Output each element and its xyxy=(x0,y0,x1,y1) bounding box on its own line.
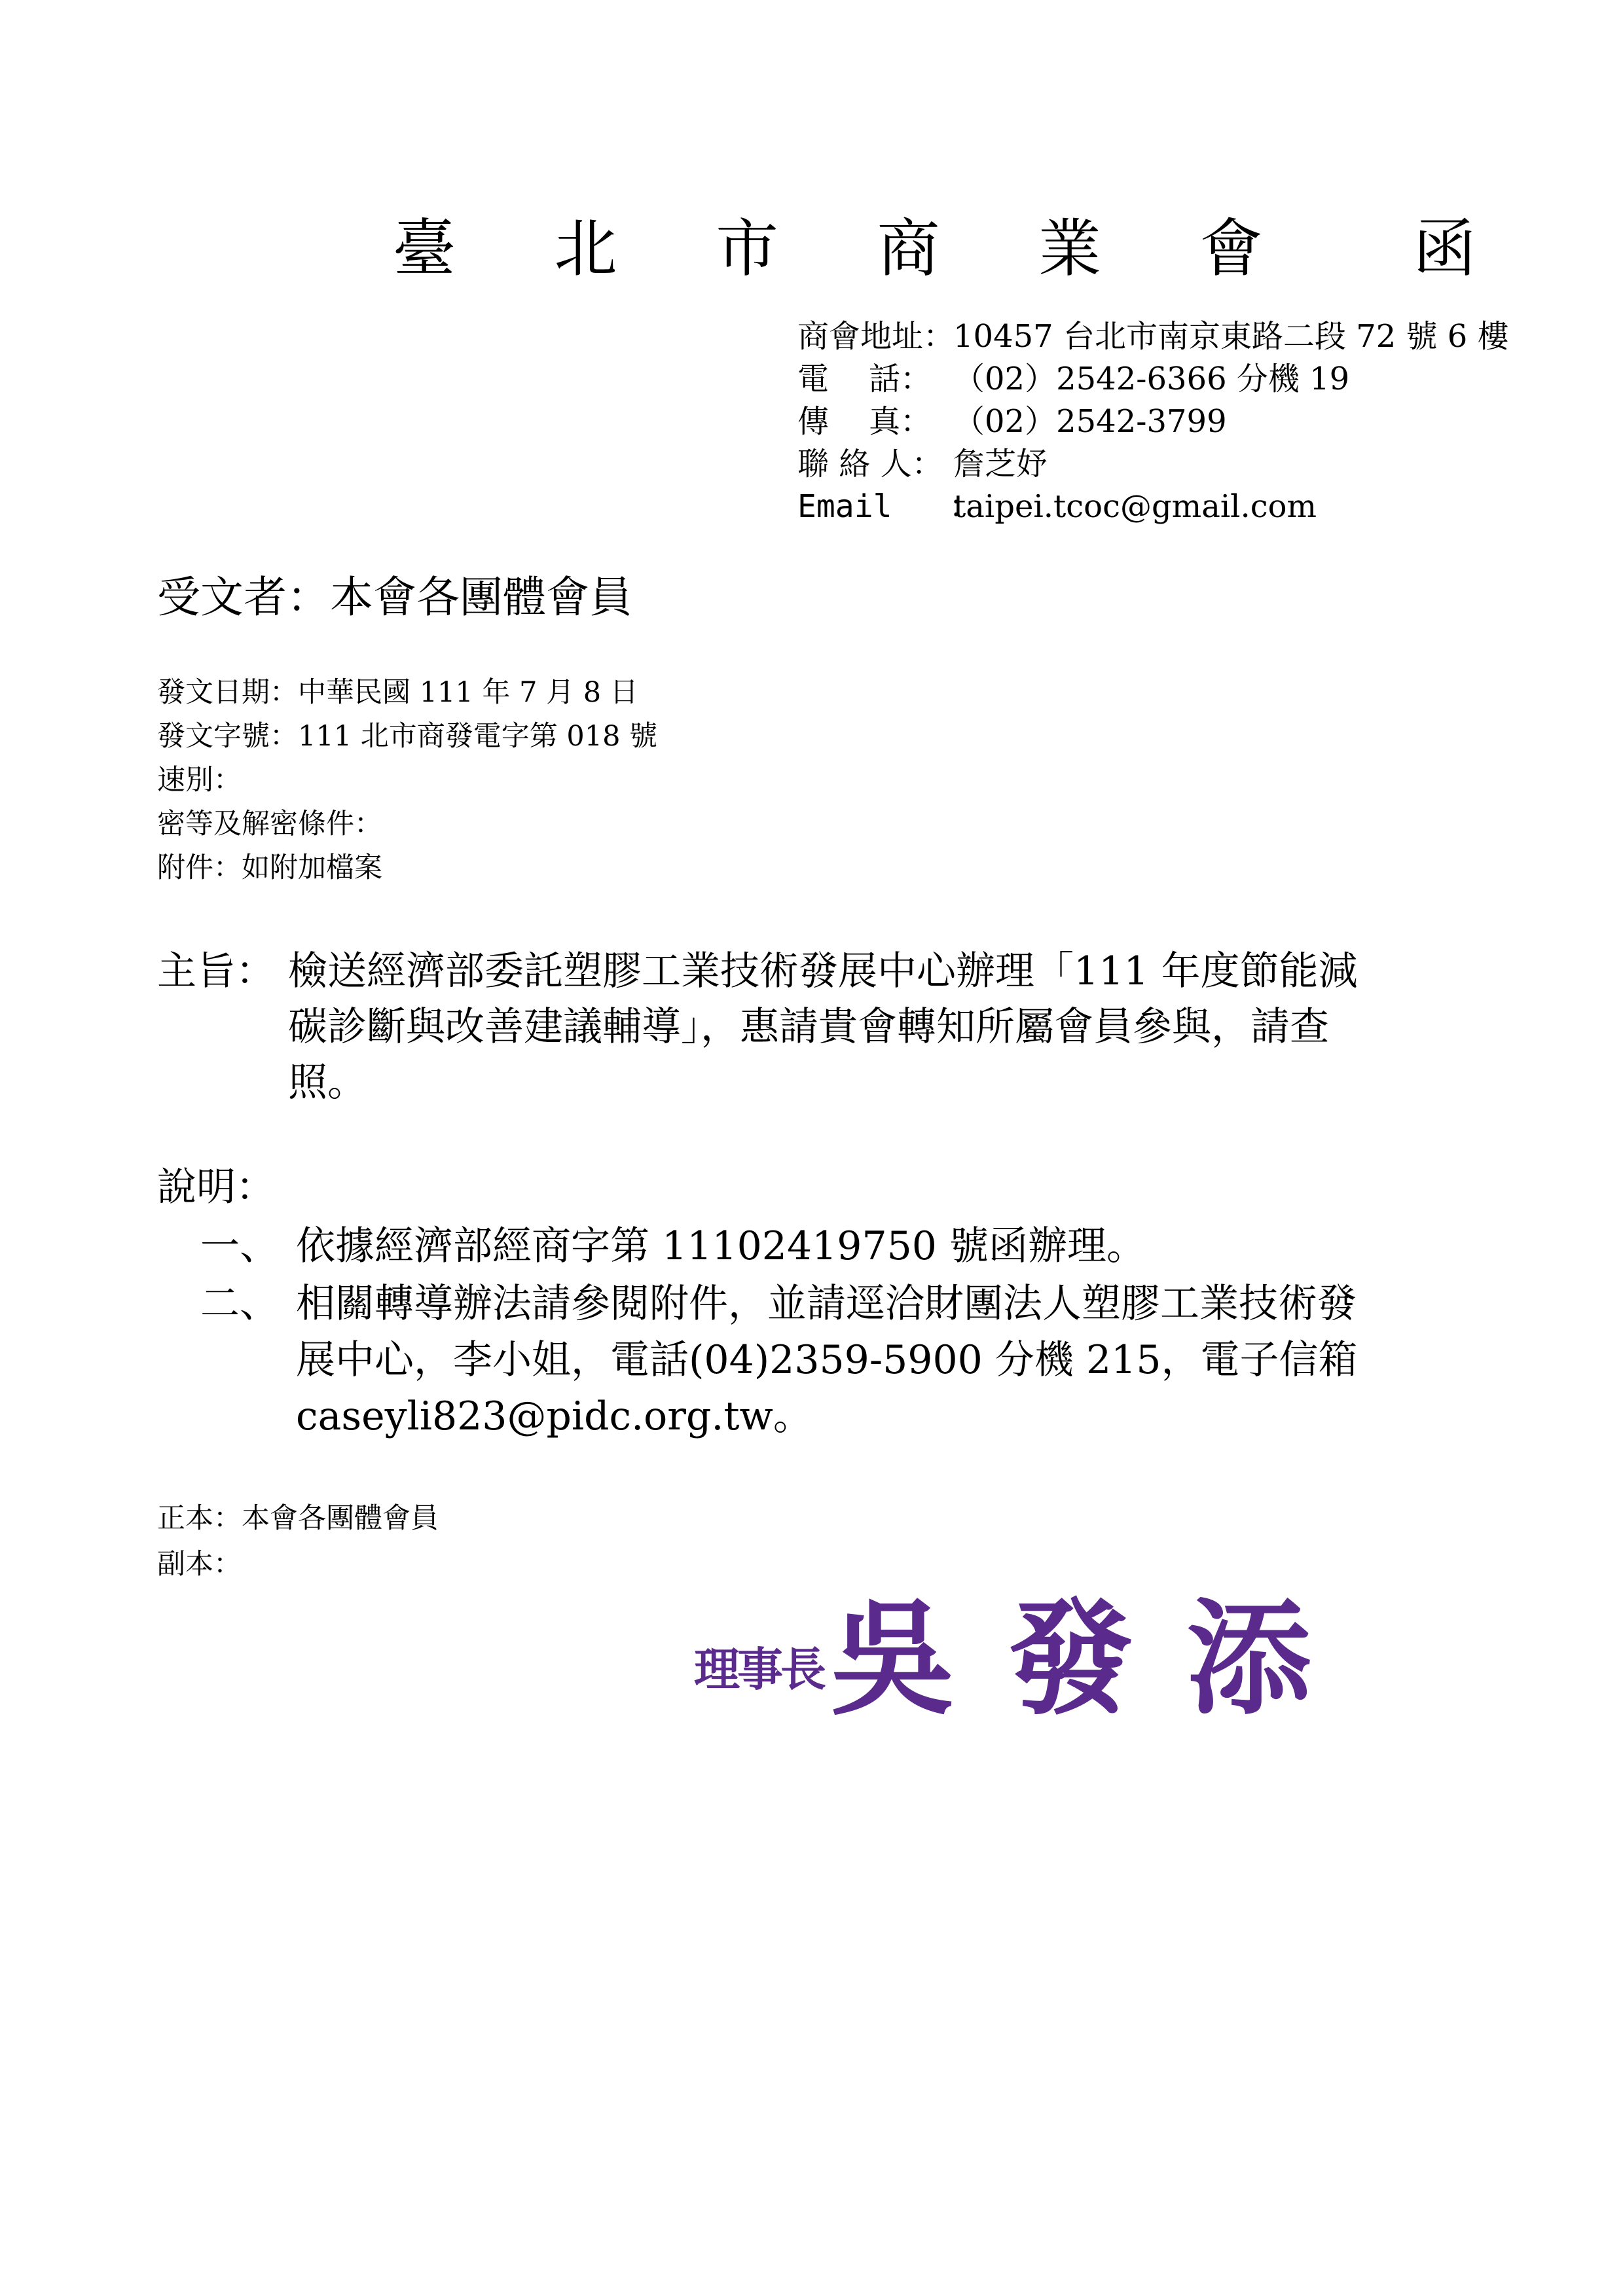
subject-line: 碳診斷與改善建議輔導」，惠請貴會轉知所屬會員參與，請查 xyxy=(288,1004,1329,1050)
recipient: 受文者：本會各團體會員 xyxy=(157,572,632,622)
document-title-main: 臺 北 市 商 業 會 xyxy=(393,212,1302,285)
explanation-item-line: caseyli823@pidc.org.tw。 xyxy=(296,1393,812,1439)
email-value: taipei.tcoc@gmail.com xyxy=(953,488,1317,525)
contact-address-row xyxy=(797,315,1509,358)
original-recipients: 正本：本會各團體會員 xyxy=(157,1502,439,1535)
contact-person-value: 詹芝妤 xyxy=(953,446,1048,482)
email-label: Email ： xyxy=(797,488,981,525)
cc-block xyxy=(157,1496,439,1587)
phone-label: 電 話： xyxy=(797,361,932,397)
explanation-item-number: 一、 xyxy=(200,1223,279,1269)
contact-fax-row xyxy=(797,401,1509,443)
secrecy-level: 密等及解密條件： xyxy=(157,808,382,840)
signature-name: 吳 發 添 xyxy=(830,1586,1317,1732)
contact-email-row xyxy=(797,486,1509,528)
contact-block xyxy=(797,315,1509,528)
document-type: 函 xyxy=(1413,212,1476,285)
fax-value: （02）2542-3799 xyxy=(953,403,1227,440)
copy-recipients: 副本： xyxy=(157,1548,242,1581)
issue-number: 發文字號：111 北市商發電字第 018 號 xyxy=(157,720,658,753)
subject-line: 照。 xyxy=(288,1060,367,1105)
explanation-item-line: 依據經濟部經商字第 11102419750 號函辦理。 xyxy=(296,1223,1146,1269)
explanation-item-line: 展中心，李小姐，電話(04)2359-5900 分機 215，電子信箱 xyxy=(296,1337,1358,1383)
explanation-item-number: 二、 xyxy=(200,1281,279,1327)
speed-class: 速別： xyxy=(157,764,242,797)
chairman-signature xyxy=(694,1586,1317,1732)
subject-line: 檢送經濟部委託塑膠工業技術發展中心辦理「111 年度節能減 xyxy=(288,948,1358,994)
signature-title: 理事長 xyxy=(694,1641,824,1696)
contact-person-row xyxy=(797,443,1509,486)
contact-phone-row xyxy=(797,358,1509,401)
document-title xyxy=(393,209,1476,288)
subject-label: 主旨： xyxy=(157,948,275,994)
phone-value: （02）2542-6366 分機 19 xyxy=(953,361,1350,397)
meta-block xyxy=(157,671,657,890)
fax-label: 傳 真： xyxy=(797,403,932,440)
issue-date: 發文日期：中華民國 111 年 7 月 8 日 xyxy=(157,676,638,709)
explanation-item-line: 相關轉導辦法請參閱附件，並請逕洽財團法人塑膠工業技術發 xyxy=(296,1281,1357,1327)
attachment: 附件：如附加檔案 xyxy=(157,852,382,884)
address-label: 商會地址： xyxy=(797,318,955,355)
explanation-label: 說明： xyxy=(157,1164,275,1210)
address-value: 10457 台北市南京東路二段 72 號 6 樓 xyxy=(953,318,1509,355)
contact-person-label: 聯 絡 人： xyxy=(797,446,943,482)
